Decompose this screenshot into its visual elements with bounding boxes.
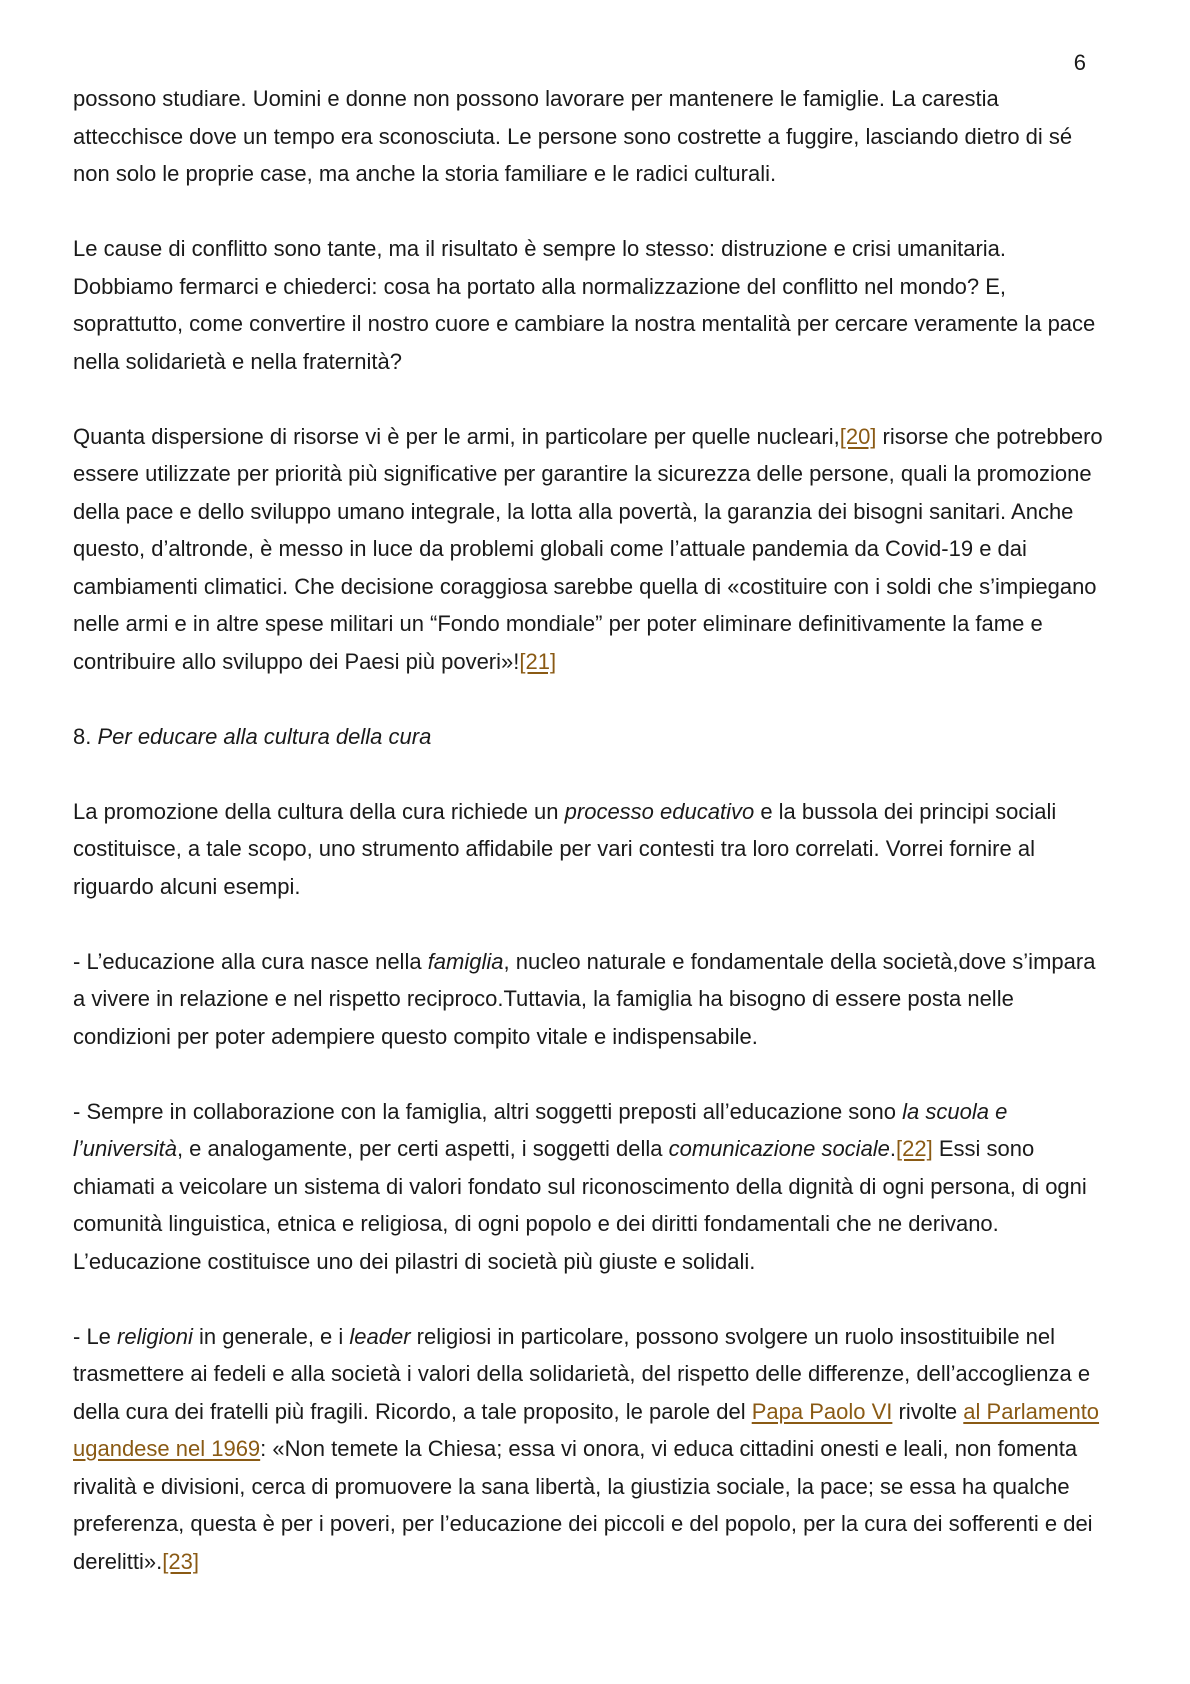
section-number: 8.: [73, 723, 98, 749]
section-heading: [73, 718, 1110, 756]
paragraph-5: - L’educazione alla cura nasce nella famiglia, nucleo naturale e fondamentale della società,dove s’impara a vivere in relazione e nel rispetto reciproco.Tuttavia, la famiglia ha bisogno di essere posta nelle condizioni per poter adempiere questo compito vitale e indispensabile.: [73, 948, 1096, 1049]
paragraph-2: Le cause di conflitto sono tante, ma il risultato è sempre lo stesso: distruzione e crisi umanitaria. Dobbiamo fermarci e chiederci: cosa ha portato alla normalizzazione del conflitto nel mondo? E, soprattutto, come convertire il nostro cuore e cambiare la nostra mentalità per cercare veramente la pace nella solidarietà e nella fraternità?: [73, 236, 1096, 374]
page-number: 6: [1073, 50, 1086, 75]
footnote-link-20[interactable]: [20]: [839, 423, 877, 449]
footnote-link-23[interactable]: [23]: [162, 1548, 199, 1574]
footnote-link-22[interactable]: [22]: [896, 1136, 933, 1161]
footnote-link-21[interactable]: [21]: [519, 648, 557, 674]
link-parlamento-ugandese[interactable]: al Parlamento ugandese nel 1969: [73, 1398, 1100, 1461]
paragraph-7: - Le religioni in generale, e i leader religiosi in particolare, possono svolgere un ruolo insostituibile nel trasmettere ai fedeli e alla società i valori della solidarietà, del rispetto delle differenze, dell’accoglienza e della cura dei fratelli più fragili. Ricordo, a tale proposito, le parole del Papa Paolo VI rivolte al Parlamento ugandese nel 1969: «Non temete la Chiesa; essa vi onora, vi educa cittadini onesti e leali, non fomenta rivalità e divisioni, cerca di promuovere la sana libertà, la giustizia sociale, la pace; se essa ha qualche preferenza, questa è per i poveri, per l’educazione dei piccoli e del popolo, per la cura dei sofferenti e dei derelitti».[23]: [73, 1323, 1100, 1574]
paragraph-6: - Sempre in collaborazione con la famiglia, altri soggetti preposti all’educazione sono la scuola e l’università, e analogamente, per certi aspetti, i soggetti della comunicazione sociale.[22] Essi sono chiamati a veicolare un sistema di valori fondato sul riconoscimento della dignità di ogni persona, di ogni comunità linguistica, etnica e religiosa, di ogni popolo e dei diritti fondamentali che ne derivano. L’educazione costituisce uno dei pilastri di società più giuste e solidali.: [73, 1098, 1087, 1274]
section-title: Per educare alla cultura della cura: [97, 723, 432, 749]
paragraph-4: La promozione della cultura della cura richiede un processo educativo e la bussola dei principi sociali costituisce, a tale scopo, uno strumento affidabile per vari contesti tra loro correlati. Vorrei fornire al riguardo alcuni esempi.: [73, 798, 1057, 899]
link-papa-paolo-vi[interactable]: Papa Paolo VI: [751, 1398, 893, 1424]
paragraph-1: possono studiare. Uomini e donne non possono lavorare per mantenere le famiglie. La carestia attecchisce dove un tempo era sconosciuta. Le persone sono costrette a fuggire, lasciando dietro di sé non solo le proprie case, ma anche la storia familiare e le radici culturali.: [73, 86, 1073, 186]
paragraph-3: Quanta dispersione di risorse vi è per le armi, in particolare per quelle nucleari,[20] risorse che potrebbero essere utilizzate per priorità più significative per garantire la sicurezza delle persone, quali la promozione della pace e dello sviluppo umano integrale, la lotta alla povertà, la garanzia dei bisogni sanitari. Anche questo, d’altronde, è messo in luce da problemi globali come l’attuale pandemia da Covid-19 e dai cambiamenti climatici. Che decisione coraggiosa sarebbe quella di «costituire con i soldi che s’impiegano nelle armi e in altre spese militari un “Fondo mondiale” per poter eliminare definitivamente la fame e contribuire allo sviluppo dei Paesi più poveri»![21]: [73, 423, 1103, 674]
